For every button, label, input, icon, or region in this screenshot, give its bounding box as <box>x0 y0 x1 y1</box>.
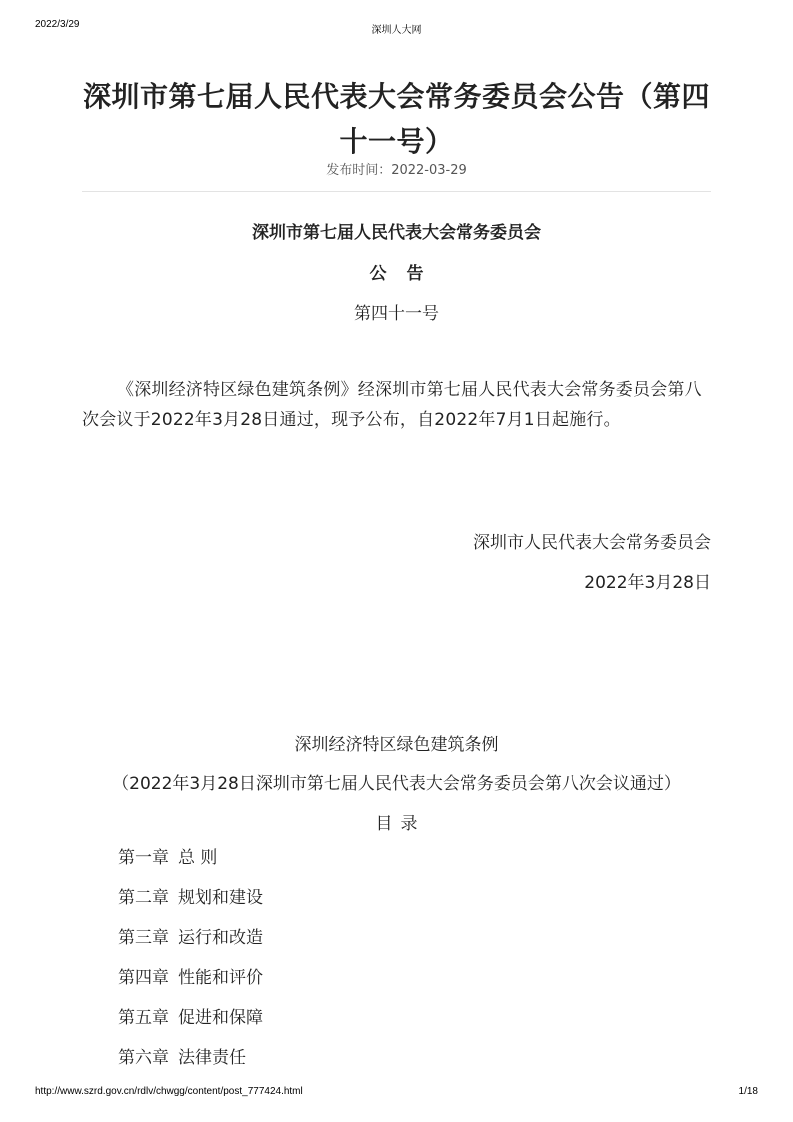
print-header <box>35 19 758 36</box>
law-title: 深圳经济特区绿色建筑条例 <box>294 735 499 755</box>
toc-item <box>118 1006 263 1046</box>
print-site-name: 深圳人大网 <box>371 25 422 36</box>
page-title: 深圳市第七届人民代表大会常务委员会公告（第四十一号） <box>82 80 710 158</box>
publish-time: 发布时间：2022-03-29 <box>326 163 467 178</box>
toc-chapter-name: 性能和评价 <box>178 968 263 988</box>
divider <box>82 191 711 192</box>
toc-chapter-number: 第二章 <box>118 888 169 908</box>
signature-date: 2022年3月28日 <box>584 573 711 593</box>
notice-number: 第四十一号 <box>354 304 439 324</box>
toc-item <box>118 1046 263 1086</box>
toc-chapter-name: 运行和改造 <box>178 928 263 948</box>
toc-chapter-name: 规划和建设 <box>178 888 263 908</box>
print-url: http://www.szrd.gov.cn/rdlv/chwgg/content/post_777424.html <box>35 1086 303 1097</box>
toc-chapter-name: 法律责任 <box>178 1048 246 1068</box>
toc-chapter-name: 总 则 <box>178 848 218 868</box>
print-date: 2022/3/29 <box>35 19 80 30</box>
print-footer <box>35 1086 758 1100</box>
toc-chapter-number: 第四章 <box>118 968 169 988</box>
toc-chapter-number: 第五章 <box>118 1008 169 1028</box>
table-of-contents <box>118 846 263 1086</box>
toc-item <box>118 846 263 886</box>
toc-item <box>118 926 263 966</box>
toc-chapter-name: 促进和保障 <box>178 1008 263 1028</box>
announcement-paragraph: 《深圳经济特区绿色建筑条例》经深圳市第七届人民代表大会常务委员会第八次会议于2022年3月28日通过，现予公布，自2022年7月1日起施行。 <box>82 380 702 430</box>
signature-org: 深圳市人民代表大会常务委员会 <box>473 533 711 553</box>
toc-item <box>118 886 263 926</box>
print-page-number: 1/18 <box>738 1086 758 1097</box>
law-adoption-note: （2022年3月28日深圳市第七届人民代表大会常务委员会第八次会议通过） <box>112 774 681 794</box>
issuer-heading: 深圳市第七届人民代表大会常务委员会 <box>252 223 541 243</box>
toc-chapter-number: 第一章 <box>118 848 169 868</box>
toc-chapter-number: 第六章 <box>118 1048 169 1068</box>
toc-item <box>118 966 263 1006</box>
toc-chapter-number: 第三章 <box>118 928 169 948</box>
notice-heading: 公告 <box>369 264 444 284</box>
toc-title: 目录 <box>375 814 426 834</box>
